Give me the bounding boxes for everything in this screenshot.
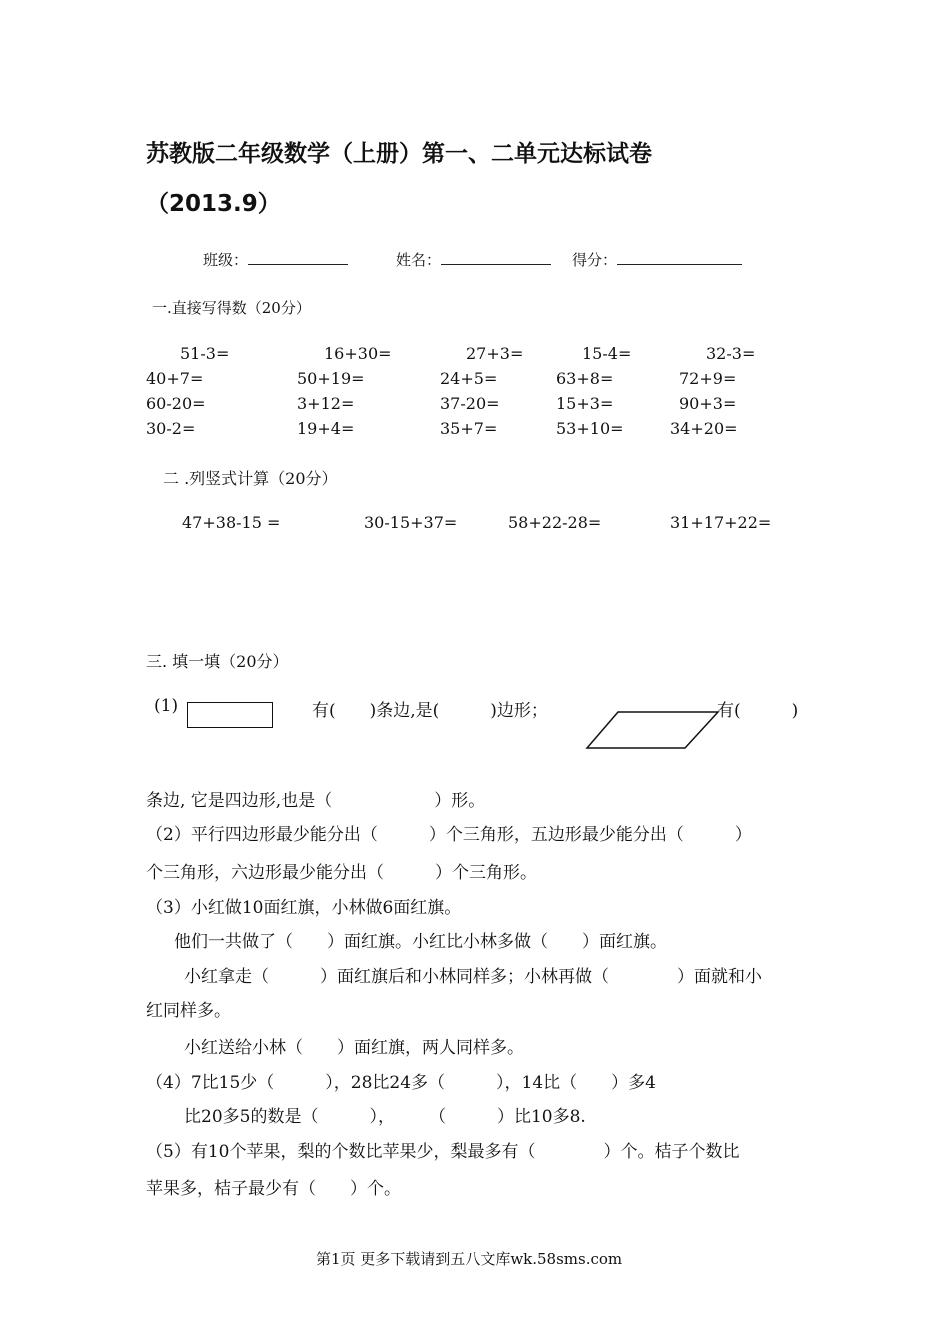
problem: 50+19= [297, 369, 365, 388]
q1-part1: 有( )条边,是( )边形； [312, 701, 548, 721]
q3-line5: 小红送给小林（ ）面红旗，两人同样多。 [184, 1038, 524, 1058]
name-blank[interactable] [441, 252, 551, 265]
problem: 30-15+37= [364, 513, 458, 532]
problem: 37-20= [440, 394, 500, 413]
q3-line4: 红同样多。 [146, 1001, 231, 1021]
class-label: 班级： [203, 251, 249, 269]
page-subtitle: （2013.9） [146, 191, 281, 217]
q2-line2: 个三角形，六边形最少能分出（ ）个三角形。 [146, 863, 537, 883]
q3-line3: 小红拿走（ ）面红旗后和小林同样多；小林再做（ ）面就和小 [184, 967, 762, 987]
q1-label: (1) [154, 696, 179, 716]
problem: 32-3= [706, 344, 756, 363]
name-label: 姓名： [396, 251, 442, 269]
problem: 31+17+22= [670, 513, 772, 532]
q4-line2: 比20多5的数是（ ）， （ ）比10多8. [184, 1107, 586, 1127]
problem: 19+4= [297, 419, 355, 438]
score-field [572, 249, 742, 270]
parallelogram-shape [584, 709, 720, 751]
q3-line1: （3）小红做10面红旗，小林做6面红旗。 [146, 898, 462, 918]
q4-line1: （4）7比15少（ ），28比24多（ ），14比（ ）多4 [146, 1073, 656, 1093]
section1-heading: 一.直接写得数（20分） [152, 299, 311, 317]
problem: 15+3= [556, 394, 614, 413]
problem: 63+8= [556, 369, 614, 388]
problem: 72+9= [679, 369, 737, 388]
score-label: 得分： [572, 251, 618, 269]
q5-line2: 苹果多，桔子最少有（ ）个。 [146, 1179, 401, 1199]
problem: 30-2= [146, 419, 196, 438]
page-title: 苏教版二年级数学（上册）第一、二单元达标试卷 [146, 141, 652, 167]
problem: 3+12= [297, 394, 355, 413]
q2-line1: （2）平行四边形最少能分出（ ）个三角形，五边形最少能分出（ ） [146, 825, 752, 845]
q1-part2: 有( ) [717, 701, 799, 721]
name-field [396, 249, 551, 270]
section3-heading: 三. 填一填（20分） [146, 652, 289, 671]
section2-heading: 二 .列竖式计算（20分） [163, 469, 338, 488]
class-blank[interactable] [248, 252, 348, 265]
problem: 27+3= [466, 344, 524, 363]
score-blank[interactable] [617, 252, 742, 265]
q3-line2: 他们一共做了（ ）面红旗。小红比小林多做（ ）面红旗。 [174, 932, 667, 952]
class-field [203, 249, 348, 270]
problem: 16+30= [324, 344, 392, 363]
problem: 47+38-15 = [182, 513, 281, 532]
problem: 90+3= [679, 394, 737, 413]
problem: 60-20= [146, 394, 206, 413]
rectangle-shape [187, 702, 273, 728]
page-footer: 第1页 更多下载请到五八文库wk.58sms.com [316, 1250, 623, 1268]
problem: 58+22-28= [508, 513, 602, 532]
problem: 53+10= [556, 419, 624, 438]
problem: 24+5= [440, 369, 498, 388]
q1-line2: 条边, 它是四边形,也是（ ）形。 [146, 791, 486, 811]
problem: 51-3= [180, 344, 230, 363]
problem: 35+7= [440, 419, 498, 438]
problem: 15-4= [582, 344, 632, 363]
problem: 40+7= [146, 369, 204, 388]
q5-line1: （5）有10个苹果，梨的个数比苹果少，梨最多有（ ）个。桔子个数比 [146, 1142, 740, 1162]
problem: 34+20= [670, 419, 738, 438]
